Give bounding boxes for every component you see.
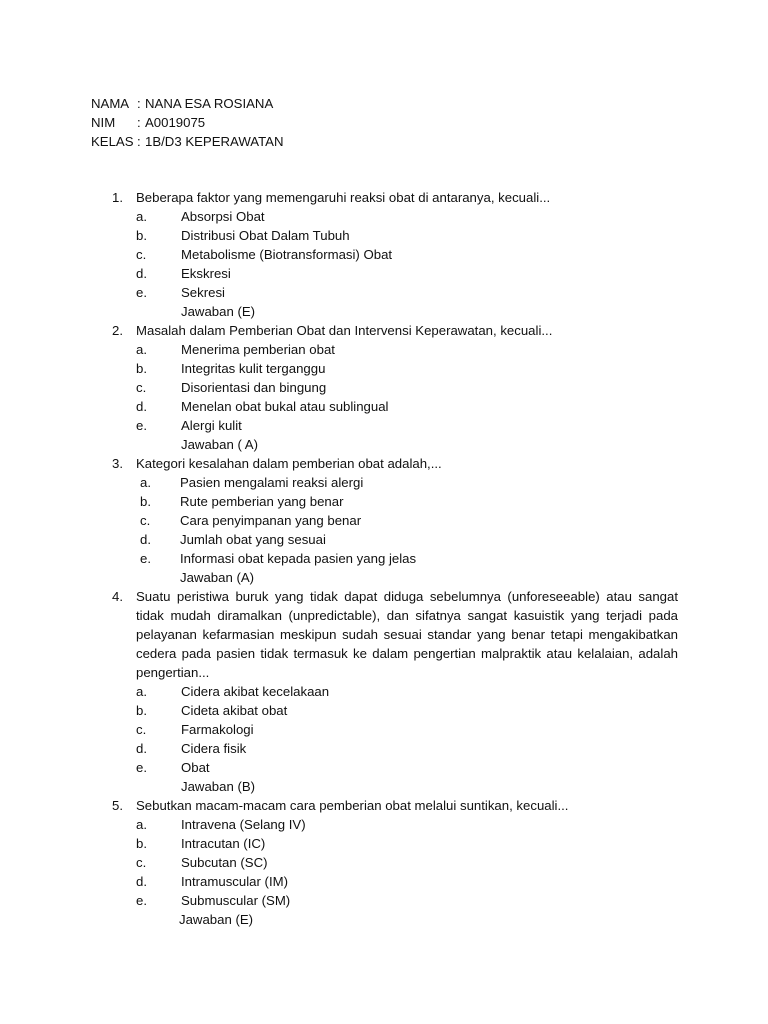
name-value: NANA ESA ROSIANA	[145, 96, 274, 111]
option-item	[112, 891, 678, 910]
option-text: Farmakologi	[181, 722, 254, 737]
option-text: Ekskresi	[181, 266, 231, 281]
class-label: KELAS	[91, 134, 134, 149]
name-row	[91, 94, 491, 113]
name-label: NAMA	[91, 96, 130, 111]
option-text: Distribusi Obat Dalam Tubuh	[181, 228, 350, 243]
option-letter: b.	[136, 703, 147, 718]
class-value: 1B/D3 KEPERAWATAN	[145, 134, 284, 149]
question-number: 1.	[112, 190, 123, 205]
option-item	[112, 397, 678, 416]
answer-line: Jawaban (B)	[181, 779, 256, 794]
option-text: Menerima pemberian obat	[181, 342, 335, 357]
option-text: Menelan obat bukal atau sublingual	[181, 399, 389, 414]
option-item	[112, 530, 678, 549]
option-letter: a.	[136, 342, 147, 357]
question-list	[112, 188, 678, 929]
option-item	[112, 739, 678, 758]
question-stem	[112, 321, 678, 340]
option-letter: c.	[136, 722, 147, 737]
option-item	[112, 226, 678, 245]
option-item	[112, 872, 678, 891]
nim-value: A0019075	[145, 115, 206, 130]
answer-line: Jawaban (A)	[180, 570, 255, 585]
question-text: Sebutkan macam-macam cara pemberian obat melalui suntikan, kecuali...	[136, 798, 569, 813]
option-item	[112, 511, 678, 530]
option-text: Intravena (Selang IV)	[181, 817, 306, 832]
option-item	[112, 701, 678, 720]
option-text: Pasien mengalami reaksi alergi	[180, 475, 364, 490]
option-letter: c.	[140, 513, 151, 528]
question-text: Suatu peristiwa buruk yang tidak dapat diduga sebelumnya (unforeseeable) atau sangat tidak mudah diramalkan (unpredictable), dan sifatnya sangat kasuistik yang terjadi pada pelayanan kefarmasian meskipun sudah sesuai standar yang benar tetapi mengakibatkan cedera pada pasien tidak termasuk ke dalam pengertian malpraktik atau kelalaian, adalah pengertian...	[136, 589, 678, 680]
option-item	[112, 549, 678, 568]
option-item	[112, 473, 678, 492]
option-text: Integritas kulit terganggu	[181, 361, 326, 376]
option-text: Absorpsi Obat	[181, 209, 265, 224]
option-letter: c.	[136, 855, 147, 870]
option-text: Alergi kulit	[181, 418, 242, 433]
question-item	[112, 796, 678, 929]
option-letter: b.	[136, 361, 147, 376]
option-item	[112, 416, 678, 435]
option-letter: e.	[136, 760, 147, 775]
answer-line: Jawaban (E)	[179, 912, 254, 927]
answer-line: Jawaban ( A)	[181, 437, 258, 452]
question-number: 2.	[112, 323, 123, 338]
option-letter: b.	[140, 494, 151, 509]
option-text: Informasi obat kepada pasien yang jelas	[180, 551, 417, 566]
option-item	[112, 264, 678, 283]
option-item	[112, 245, 678, 264]
option-item	[112, 492, 678, 511]
option-letter: d.	[136, 741, 147, 756]
question-item	[112, 188, 678, 321]
option-text: Intracutan (IC)	[181, 836, 266, 851]
option-item	[112, 815, 678, 834]
option-letter: e.	[136, 893, 147, 908]
option-text: Obat	[181, 760, 210, 775]
question-text: Masalah dalam Pemberian Obat dan Intervensi Keperawatan, kecuali...	[136, 323, 553, 338]
nim-label: NIM	[91, 115, 116, 130]
option-letter: c.	[136, 380, 147, 395]
option-letter: d.	[136, 399, 147, 414]
question-number: 5.	[112, 798, 123, 813]
option-text: Metabolisme (Biotransformasi) Obat	[181, 247, 393, 262]
option-letter: b.	[136, 836, 147, 851]
option-letter: a.	[136, 817, 147, 832]
answer-line: Jawaban (E)	[181, 304, 256, 319]
name-separator: :	[137, 96, 141, 111]
nim-separator: :	[137, 115, 141, 130]
question-text: Kategori kesalahan dalam pemberian obat adalah,...	[136, 456, 442, 471]
option-text: Cidera akibat kecelakaan	[181, 684, 330, 699]
option-letter: e.	[136, 285, 147, 300]
option-item	[112, 207, 678, 226]
option-item	[112, 283, 678, 302]
option-text: Sekresi	[181, 285, 225, 300]
option-text: Subcutan (SC)	[181, 855, 268, 870]
question-stem	[112, 188, 678, 207]
question-stem	[112, 454, 678, 473]
option-item	[112, 834, 678, 853]
option-letter: a.	[136, 684, 147, 699]
option-letter: d.	[136, 874, 147, 889]
option-text: Intramuscular (IM)	[181, 874, 288, 889]
option-item	[112, 340, 678, 359]
option-text: Jumlah obat yang sesuai	[180, 532, 326, 547]
option-item	[112, 682, 678, 701]
option-text: Cideta akibat obat	[181, 703, 288, 718]
question-item	[112, 587, 678, 796]
option-text: Rute pemberian yang benar	[180, 494, 344, 509]
option-text: Submuscular (SM)	[181, 893, 291, 908]
option-letter: e.	[140, 551, 151, 566]
option-letter: c.	[136, 247, 147, 262]
option-text: Disorientasi dan bingung	[181, 380, 327, 395]
class-row	[91, 132, 491, 151]
question-item	[112, 454, 678, 587]
question-stem	[112, 587, 678, 682]
question-stem	[112, 796, 678, 815]
option-item	[112, 853, 678, 872]
option-item	[112, 758, 678, 777]
student-info-header	[91, 94, 491, 151]
nim-row	[91, 113, 491, 132]
option-letter: a.	[140, 475, 151, 490]
question-text: Beberapa faktor yang memengaruhi reaksi obat di antaranya, kecuali...	[136, 190, 551, 205]
option-item	[112, 359, 678, 378]
option-letter: a.	[136, 209, 147, 224]
option-letter: d.	[140, 532, 151, 547]
option-item	[112, 720, 678, 739]
option-letter: b.	[136, 228, 147, 243]
option-text: Cara penyimpanan yang benar	[180, 513, 362, 528]
question-item	[112, 321, 678, 454]
question-number: 4.	[112, 589, 123, 604]
class-separator: :	[137, 134, 141, 149]
option-text: Cidera fisik	[181, 741, 247, 756]
option-letter: e.	[136, 418, 147, 433]
question-number: 3.	[112, 456, 123, 471]
option-letter: d.	[136, 266, 147, 281]
option-item	[112, 378, 678, 397]
